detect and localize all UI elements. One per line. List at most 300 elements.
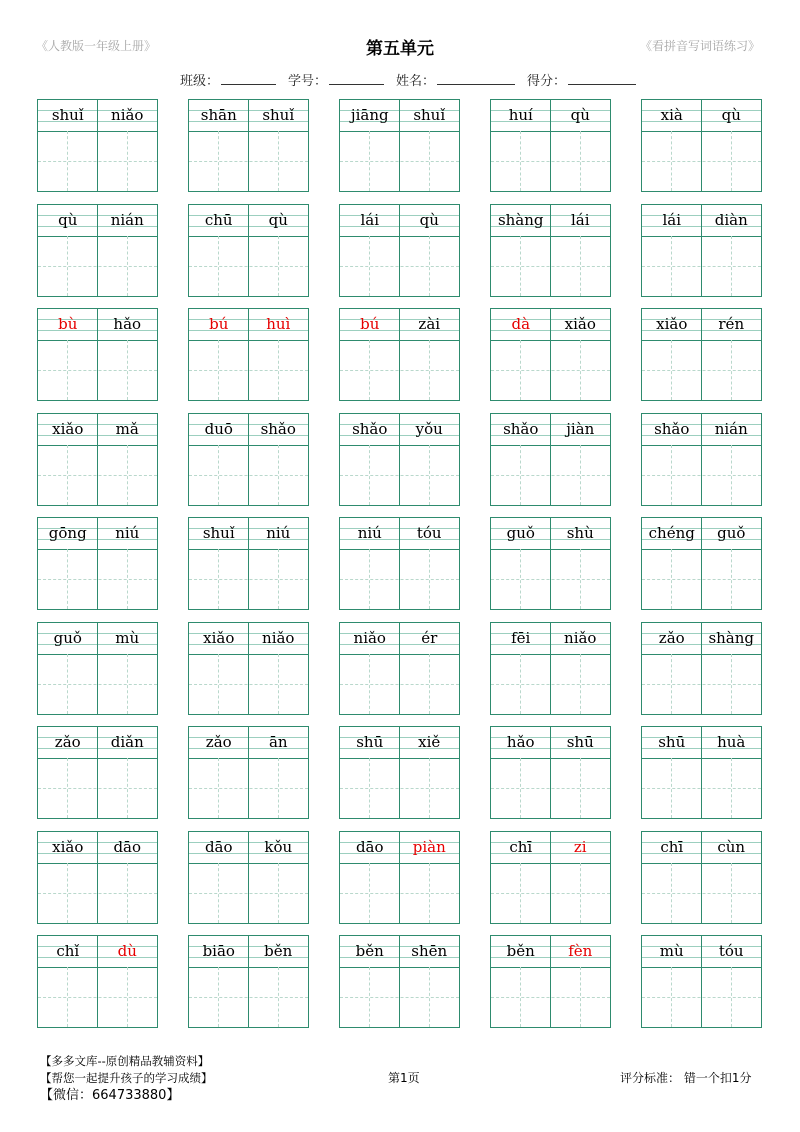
pinyin-row bbox=[38, 936, 157, 967]
dashed-guide-h bbox=[189, 370, 308, 371]
pinyin-row bbox=[642, 205, 761, 236]
dashed-guide-h bbox=[340, 161, 459, 162]
dashed-guide-h bbox=[189, 579, 308, 580]
dashed-guide-v bbox=[218, 236, 219, 296]
pinyin-row bbox=[189, 100, 308, 131]
pinyin-syllable: tóu bbox=[718, 942, 744, 960]
dashed-guide-h bbox=[642, 788, 761, 789]
word-cell[interactable] bbox=[641, 413, 762, 506]
dashed-guide-v bbox=[731, 549, 732, 609]
dashed-guide-v bbox=[520, 863, 521, 923]
pinyin-row bbox=[340, 414, 459, 445]
word-cell[interactable] bbox=[37, 413, 158, 506]
pinyin-syllable: jiàn bbox=[566, 419, 595, 438]
pinyin-syllable: qù bbox=[58, 210, 78, 229]
pinyin-syllable: bú bbox=[360, 315, 380, 333]
dashed-guide-v bbox=[580, 445, 581, 505]
dashed-guide-h bbox=[340, 475, 459, 476]
pinyin-syllable: niú bbox=[115, 524, 140, 542]
dashed-guide-h bbox=[340, 893, 459, 894]
dashed-guide-h bbox=[642, 997, 761, 998]
word-cell[interactable] bbox=[490, 517, 611, 610]
dashed-guide-v bbox=[369, 549, 370, 609]
dashed-guide-v bbox=[218, 758, 219, 818]
word-cell[interactable] bbox=[490, 935, 611, 1028]
word-cell[interactable] bbox=[339, 99, 460, 192]
page-title: 第五单元 bbox=[366, 39, 434, 59]
name-blank[interactable] bbox=[437, 72, 515, 85]
pinyin-row bbox=[38, 205, 157, 236]
dashed-guide-v bbox=[580, 236, 581, 296]
pinyin-syllable: xiǎo bbox=[52, 837, 84, 856]
dashed-guide-v bbox=[127, 236, 128, 296]
pinyin-syllable: shuǐ bbox=[202, 524, 235, 542]
dashed-guide-v bbox=[278, 967, 279, 1027]
pinyin-syllable: ān bbox=[268, 733, 288, 751]
pinyin-syllable: dāo bbox=[113, 837, 142, 856]
pinyin-row bbox=[491, 832, 610, 863]
dashed-guide-v bbox=[278, 549, 279, 609]
pinyin-row bbox=[642, 832, 761, 863]
dashed-guide-h bbox=[642, 684, 761, 685]
pinyin-syllable: lái bbox=[570, 210, 590, 229]
pinyin-row bbox=[38, 832, 157, 863]
pinyin-syllable: hǎo bbox=[113, 315, 142, 333]
dashed-guide-v bbox=[369, 131, 370, 191]
pinyin-row bbox=[340, 205, 459, 236]
dashed-guide-v bbox=[429, 445, 430, 505]
pinyin-syllable: guǒ bbox=[717, 524, 746, 542]
pinyin-syllable: guǒ bbox=[506, 524, 535, 542]
word-cell[interactable] bbox=[37, 726, 158, 819]
pinyin-row bbox=[340, 936, 459, 967]
dashed-guide-h bbox=[189, 788, 308, 789]
pinyin-row bbox=[38, 100, 157, 131]
word-cell[interactable] bbox=[188, 204, 309, 297]
dashed-guide-h bbox=[491, 161, 610, 162]
pinyin-syllable: niú bbox=[266, 524, 291, 542]
word-cell[interactable] bbox=[37, 622, 158, 715]
class-blank[interactable] bbox=[221, 72, 276, 85]
dashed-guide-v bbox=[520, 967, 521, 1027]
dashed-guide-h bbox=[38, 161, 157, 162]
word-cell[interactable] bbox=[641, 831, 762, 924]
score-label: 得分： bbox=[527, 74, 567, 89]
dashed-guide-h bbox=[189, 475, 308, 476]
word-cell[interactable] bbox=[490, 99, 611, 192]
word-cell[interactable] bbox=[37, 204, 158, 297]
dashed-guide-v bbox=[278, 654, 279, 714]
pinyin-row bbox=[642, 518, 761, 549]
dashed-guide-v bbox=[731, 758, 732, 818]
pinyin-syllable: nián bbox=[110, 210, 144, 229]
dashed-guide-h bbox=[340, 684, 459, 685]
word-cell[interactable] bbox=[641, 622, 762, 715]
dashed-guide-v bbox=[671, 445, 672, 505]
pinyin-row bbox=[491, 205, 610, 236]
dashed-guide-v bbox=[731, 340, 732, 400]
pinyin-syllable: shǎo bbox=[503, 419, 539, 438]
scoring-rule: 评分标准： 错一个扣1分 bbox=[620, 1071, 752, 1085]
dashed-guide-v bbox=[218, 654, 219, 714]
pinyin-syllable: xià bbox=[660, 106, 683, 124]
pinyin-row bbox=[491, 727, 610, 758]
dashed-guide-h bbox=[491, 788, 610, 789]
pinyin-syllable: chǐ bbox=[56, 942, 80, 960]
dashed-guide-v bbox=[127, 654, 128, 714]
dashed-guide-h bbox=[491, 893, 610, 894]
word-cell[interactable] bbox=[37, 517, 158, 610]
dashed-guide-v bbox=[369, 236, 370, 296]
word-cell[interactable] bbox=[188, 308, 309, 401]
dashed-guide-h bbox=[189, 684, 308, 685]
pinyin-row bbox=[491, 309, 610, 340]
dashed-guide-v bbox=[731, 967, 732, 1027]
pinyin-syllable: mù bbox=[659, 942, 684, 960]
dashed-guide-v bbox=[67, 967, 68, 1027]
dashed-guide-h bbox=[491, 266, 610, 267]
word-cell[interactable] bbox=[490, 831, 611, 924]
dashed-guide-v bbox=[731, 654, 732, 714]
dashed-guide-v bbox=[67, 445, 68, 505]
dashed-guide-h bbox=[38, 893, 157, 894]
word-cell[interactable] bbox=[641, 99, 762, 192]
word-cell[interactable] bbox=[188, 517, 309, 610]
score-field bbox=[527, 70, 636, 89]
dashed-guide-v bbox=[520, 131, 521, 191]
dashed-guide-v bbox=[520, 758, 521, 818]
pinyin-syllable: qù bbox=[721, 106, 741, 124]
footer-line-2: 【帮您一起提升孩子的学习成绩】 bbox=[40, 1071, 213, 1085]
student-no-label: 学号： bbox=[288, 74, 328, 89]
dashed-guide-v bbox=[671, 340, 672, 400]
pinyin-syllable: xiǎo bbox=[203, 628, 235, 647]
dashed-guide-v bbox=[218, 549, 219, 609]
word-cell[interactable] bbox=[188, 99, 309, 192]
dashed-guide-v bbox=[731, 236, 732, 296]
pinyin-syllable: fèn bbox=[568, 942, 593, 960]
dashed-guide-v bbox=[429, 863, 430, 923]
dashed-guide-v bbox=[671, 654, 672, 714]
dashed-guide-v bbox=[278, 863, 279, 923]
pinyin-row bbox=[189, 414, 308, 445]
dashed-guide-v bbox=[127, 445, 128, 505]
dashed-guide-h bbox=[38, 684, 157, 685]
dashed-guide-v bbox=[67, 654, 68, 714]
pinyin-row bbox=[340, 100, 459, 131]
name-label: 姓名： bbox=[396, 74, 436, 89]
pinyin-syllable: guǒ bbox=[53, 628, 82, 647]
student-no-field bbox=[288, 70, 384, 89]
pinyin-syllable: huí bbox=[508, 106, 533, 124]
dashed-guide-h bbox=[491, 684, 610, 685]
dashed-guide-v bbox=[671, 236, 672, 296]
pinyin-row bbox=[340, 832, 459, 863]
dashed-guide-v bbox=[671, 967, 672, 1027]
dashed-guide-h bbox=[189, 997, 308, 998]
dashed-guide-v bbox=[671, 131, 672, 191]
word-cell[interactable] bbox=[37, 99, 158, 192]
word-cell[interactable] bbox=[339, 726, 460, 819]
dashed-guide-v bbox=[127, 967, 128, 1027]
pinyin-syllable: lái bbox=[360, 210, 380, 229]
dashed-guide-v bbox=[671, 863, 672, 923]
dashed-guide-v bbox=[520, 340, 521, 400]
footer-line-1: 【多多文库--原创精品教辅资料】 bbox=[40, 1054, 210, 1068]
header-right-text: 《看拼音写词语练习》 bbox=[639, 39, 760, 53]
dashed-guide-h bbox=[340, 370, 459, 371]
dashed-guide-v bbox=[369, 863, 370, 923]
word-cell[interactable] bbox=[641, 935, 762, 1028]
dashed-guide-h bbox=[38, 788, 157, 789]
dashed-guide-v bbox=[127, 863, 128, 923]
dashed-guide-v bbox=[580, 758, 581, 818]
pinyin-syllable: shàng bbox=[708, 628, 755, 647]
pinyin-row bbox=[189, 936, 308, 967]
pinyin-syllable: shū bbox=[658, 733, 686, 751]
dashed-guide-h bbox=[642, 475, 761, 476]
pinyin-syllable: chī bbox=[509, 837, 533, 856]
class-label: 班级： bbox=[180, 74, 220, 89]
pinyin-row bbox=[340, 727, 459, 758]
pinyin-syllable: shǎo bbox=[260, 419, 296, 438]
pinyin-syllable: dù bbox=[117, 942, 137, 960]
dashed-guide-v bbox=[580, 863, 581, 923]
dashed-guide-v bbox=[429, 549, 430, 609]
pinyin-syllable: chū bbox=[204, 210, 233, 229]
word-cell[interactable] bbox=[188, 831, 309, 924]
pinyin-syllable: gōng bbox=[48, 524, 87, 542]
pinyin-syllable: xiǎo bbox=[52, 419, 84, 438]
page-number: 第1页 bbox=[388, 1071, 420, 1085]
student-info-row bbox=[180, 70, 642, 89]
word-cell[interactable] bbox=[490, 413, 611, 506]
word-cell[interactable] bbox=[339, 413, 460, 506]
pinyin-syllable: lái bbox=[662, 210, 682, 229]
pinyin-row bbox=[642, 936, 761, 967]
dashed-guide-v bbox=[580, 654, 581, 714]
pinyin-syllable: niǎo bbox=[353, 628, 386, 647]
word-cell[interactable] bbox=[641, 204, 762, 297]
dashed-guide-h bbox=[642, 266, 761, 267]
word-cell[interactable] bbox=[339, 308, 460, 401]
pinyin-row bbox=[642, 100, 761, 131]
pinyin-row bbox=[642, 727, 761, 758]
pinyin-syllable: huà bbox=[717, 733, 746, 751]
dashed-guide-v bbox=[671, 758, 672, 818]
dashed-guide-v bbox=[731, 445, 732, 505]
dashed-guide-v bbox=[369, 967, 370, 1027]
dashed-guide-h bbox=[340, 997, 459, 998]
pinyin-syllable: mù bbox=[115, 628, 140, 647]
dashed-guide-v bbox=[278, 340, 279, 400]
pinyin-row bbox=[642, 309, 761, 340]
student-no-blank[interactable] bbox=[329, 72, 384, 85]
dashed-guide-v bbox=[127, 340, 128, 400]
pinyin-syllable: nián bbox=[714, 419, 748, 438]
pinyin-syllable: chéng bbox=[648, 524, 695, 542]
pinyin-row bbox=[189, 727, 308, 758]
dashed-guide-v bbox=[520, 654, 521, 714]
pinyin-syllable: mǎ bbox=[115, 419, 139, 438]
word-cell[interactable] bbox=[339, 622, 460, 715]
pinyin-syllable: běn bbox=[506, 942, 535, 960]
pinyin-row bbox=[189, 309, 308, 340]
dashed-guide-v bbox=[671, 549, 672, 609]
pinyin-row bbox=[340, 518, 459, 549]
word-cell[interactable] bbox=[188, 413, 309, 506]
word-cell[interactable] bbox=[490, 622, 611, 715]
pinyin-row bbox=[38, 309, 157, 340]
pinyin-row bbox=[38, 414, 157, 445]
word-cell[interactable] bbox=[641, 726, 762, 819]
dashed-guide-v bbox=[580, 340, 581, 400]
pinyin-row bbox=[491, 623, 610, 654]
dashed-guide-h bbox=[189, 266, 308, 267]
pinyin-syllable: niú bbox=[357, 524, 382, 542]
dashed-guide-v bbox=[429, 758, 430, 818]
dashed-guide-v bbox=[278, 758, 279, 818]
pinyin-row bbox=[642, 623, 761, 654]
pinyin-syllable: niǎo bbox=[262, 628, 295, 647]
pinyin-row bbox=[38, 727, 157, 758]
dashed-guide-v bbox=[278, 445, 279, 505]
dashed-guide-v bbox=[369, 758, 370, 818]
dashed-guide-h bbox=[189, 893, 308, 894]
dashed-guide-v bbox=[429, 967, 430, 1027]
footer-line-3: 【微信：664733880】 bbox=[40, 1088, 180, 1103]
dashed-guide-v bbox=[369, 445, 370, 505]
word-cell[interactable] bbox=[490, 726, 611, 819]
word-cell[interactable] bbox=[339, 204, 460, 297]
word-cell[interactable] bbox=[37, 308, 158, 401]
dashed-guide-h bbox=[189, 161, 308, 162]
word-cell[interactable] bbox=[641, 517, 762, 610]
dashed-guide-v bbox=[731, 131, 732, 191]
pinyin-syllable: shàng bbox=[497, 210, 544, 229]
pinyin-syllable: dāo bbox=[204, 837, 233, 856]
pinyin-syllable: dāo bbox=[355, 837, 384, 856]
pinyin-row bbox=[38, 623, 157, 654]
pinyin-row bbox=[491, 936, 610, 967]
pinyin-row bbox=[340, 309, 459, 340]
dashed-guide-v bbox=[580, 131, 581, 191]
class-field bbox=[180, 70, 276, 89]
pinyin-row bbox=[189, 623, 308, 654]
word-cell[interactable] bbox=[339, 517, 460, 610]
dashed-guide-v bbox=[218, 863, 219, 923]
pinyin-row bbox=[642, 414, 761, 445]
dashed-guide-v bbox=[580, 549, 581, 609]
pinyin-syllable: bù bbox=[58, 315, 78, 333]
dashed-guide-v bbox=[731, 863, 732, 923]
pinyin-syllable: tóu bbox=[416, 524, 442, 542]
pinyin-syllable: shān bbox=[200, 106, 237, 124]
header-left-text: 《人教版一年级上册》 bbox=[36, 39, 157, 53]
pinyin-row bbox=[189, 205, 308, 236]
pinyin-syllable: xiǎo bbox=[656, 315, 688, 333]
pinyin-syllable: běn bbox=[264, 942, 293, 960]
pinyin-syllable: bú bbox=[209, 315, 229, 333]
dashed-guide-v bbox=[429, 654, 430, 714]
dashed-guide-v bbox=[67, 236, 68, 296]
dashed-guide-h bbox=[38, 370, 157, 371]
pinyin-syllable: niǎo bbox=[111, 106, 144, 124]
pinyin-syllable: běn bbox=[355, 942, 384, 960]
pinyin-syllable: shuǐ bbox=[51, 106, 84, 124]
pinyin-syllable: shuǐ bbox=[262, 106, 295, 124]
footer-promo bbox=[40, 1053, 213, 1104]
score-blank[interactable] bbox=[568, 72, 636, 85]
pinyin-syllable: yǒu bbox=[415, 419, 443, 438]
dashed-guide-h bbox=[340, 266, 459, 267]
word-cell[interactable] bbox=[188, 726, 309, 819]
pinyin-syllable: zǎo bbox=[54, 733, 81, 751]
dashed-guide-h bbox=[491, 579, 610, 580]
pinyin-syllable: rén bbox=[718, 315, 745, 333]
dashed-guide-v bbox=[67, 863, 68, 923]
pinyin-syllable: zǎo bbox=[658, 628, 685, 647]
dashed-guide-h bbox=[38, 475, 157, 476]
pinyin-row bbox=[340, 623, 459, 654]
dashed-guide-v bbox=[218, 967, 219, 1027]
dashed-guide-h bbox=[642, 893, 761, 894]
word-cell[interactable] bbox=[641, 308, 762, 401]
word-cell[interactable] bbox=[37, 935, 158, 1028]
pinyin-syllable: shǎo bbox=[654, 419, 690, 438]
dashed-guide-h bbox=[340, 788, 459, 789]
pinyin-syllable: niǎo bbox=[564, 628, 597, 647]
pinyin-syllable: shù bbox=[566, 524, 594, 542]
pinyin-syllable: huì bbox=[266, 315, 291, 333]
pinyin-syllable: shū bbox=[566, 733, 594, 751]
pinyin-syllable: jiāng bbox=[350, 106, 389, 124]
word-cell[interactable] bbox=[339, 935, 460, 1028]
pinyin-syllable: cùn bbox=[717, 837, 746, 856]
pinyin-syllable: shuǐ bbox=[413, 106, 446, 124]
dashed-guide-v bbox=[580, 967, 581, 1027]
dashed-guide-v bbox=[127, 549, 128, 609]
dashed-guide-v bbox=[278, 236, 279, 296]
word-cell[interactable] bbox=[188, 622, 309, 715]
dashed-guide-v bbox=[369, 340, 370, 400]
dashed-guide-v bbox=[67, 131, 68, 191]
dashed-guide-v bbox=[429, 340, 430, 400]
dashed-guide-h bbox=[642, 579, 761, 580]
word-cell[interactable] bbox=[339, 831, 460, 924]
word-cell[interactable] bbox=[188, 935, 309, 1028]
pinyin-row bbox=[491, 518, 610, 549]
word-cell[interactable] bbox=[37, 831, 158, 924]
word-cell[interactable] bbox=[490, 308, 611, 401]
dashed-guide-v bbox=[520, 236, 521, 296]
pinyin-row bbox=[189, 518, 308, 549]
word-cell[interactable] bbox=[490, 204, 611, 297]
pinyin-syllable: qù bbox=[570, 106, 590, 124]
pinyin-syllable: shū bbox=[356, 733, 384, 751]
dashed-guide-h bbox=[38, 266, 157, 267]
dashed-guide-v bbox=[278, 131, 279, 191]
dashed-guide-h bbox=[38, 579, 157, 580]
pinyin-syllable: zǎo bbox=[205, 733, 232, 751]
dashed-guide-v bbox=[218, 131, 219, 191]
pinyin-syllable: zài bbox=[418, 315, 441, 333]
dashed-guide-h bbox=[491, 475, 610, 476]
dashed-guide-v bbox=[67, 549, 68, 609]
pinyin-row bbox=[491, 100, 610, 131]
dashed-guide-v bbox=[67, 340, 68, 400]
dashed-guide-v bbox=[369, 654, 370, 714]
